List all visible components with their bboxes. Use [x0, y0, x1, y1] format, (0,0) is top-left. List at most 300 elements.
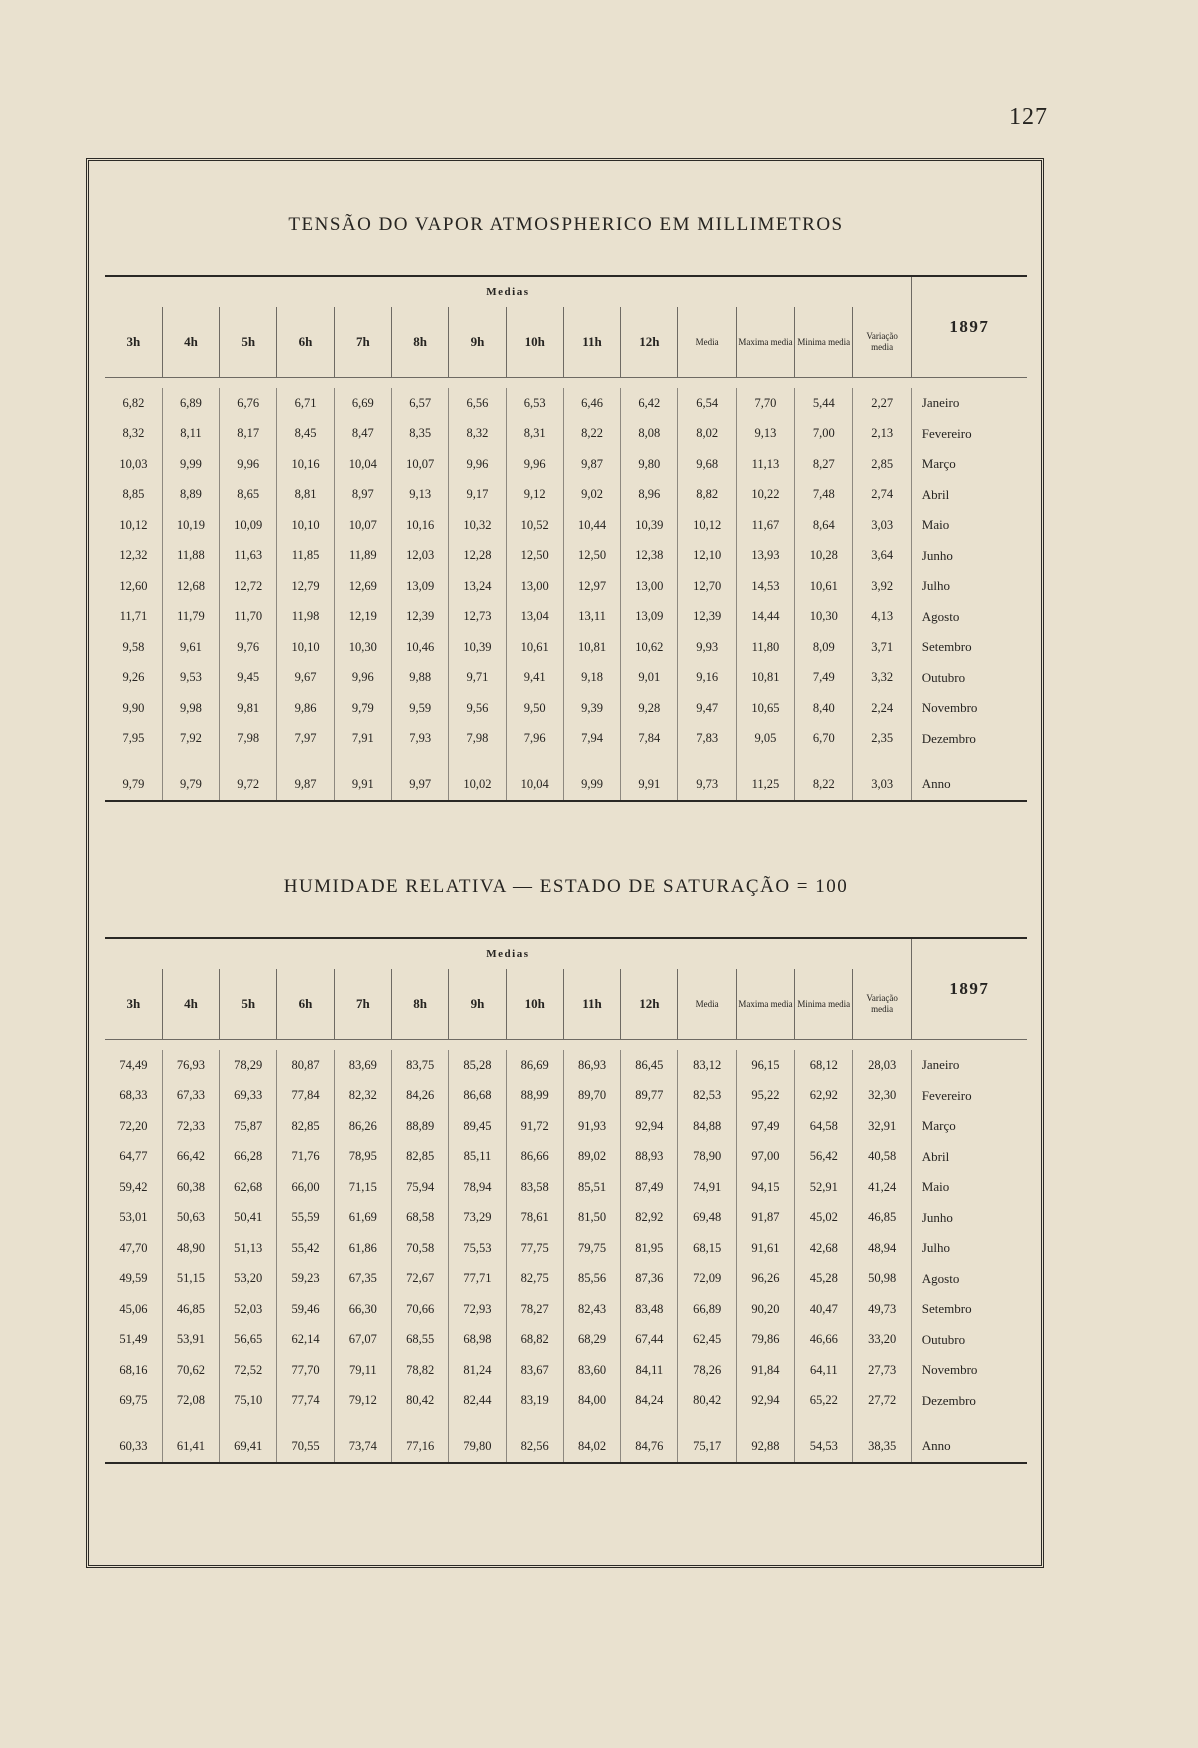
humidity-separator	[105, 1040, 1027, 1051]
vapor-value-cell: 9,53	[162, 663, 219, 694]
vapor-value-cell: 8,32	[122, 426, 145, 441]
vapor-col-header: Variação media	[853, 307, 911, 378]
humidity-value-cell: 56,42	[795, 1142, 853, 1173]
humidity-value-cell: 79,11	[334, 1355, 391, 1386]
vapor-separator	[105, 378, 1027, 389]
humidity-gap-cell	[334, 1416, 391, 1430]
humidity-value-cell: 72,52	[220, 1355, 277, 1386]
vapor-col-header: 8h	[391, 307, 448, 378]
humidity-value-cell: 88,89	[391, 1111, 448, 1142]
humidity-value-cell: 77,74	[277, 1386, 334, 1417]
vapor-value-cell: 10,81	[563, 632, 620, 663]
humidity-col-header: 6h	[277, 969, 334, 1040]
humidity-value-cell: 70,58	[391, 1233, 448, 1264]
vapor-value-cell: 8,45	[277, 419, 334, 450]
humidity-annual-value: 38,35	[853, 1430, 911, 1462]
vapor-value-cell: 9,59	[391, 693, 448, 724]
humidity-col-header: Minima media	[795, 969, 853, 1040]
humidity-gap-cell	[506, 1416, 563, 1430]
vapor-value-cell: 9,01	[621, 663, 678, 694]
vapor-table-row	[105, 663, 1027, 694]
humidity-value-cell: 85,28	[449, 1050, 506, 1081]
vapor-table-wrap	[105, 275, 1027, 802]
vapor-value-cell: 6,76	[220, 388, 277, 419]
humidity-value-cell: 84,26	[391, 1081, 448, 1112]
vapor-value-cell: 6,54	[678, 388, 736, 419]
vapor-value-cell: 12,97	[563, 571, 620, 602]
vapor-value-cell: 10,12	[119, 517, 148, 532]
humidity-value-cell: 97,49	[736, 1111, 794, 1142]
humidity-value-cell: 89,77	[621, 1081, 678, 1112]
vapor-value-cell: 7,84	[621, 724, 678, 755]
vapor-value-cell: 10,07	[334, 510, 391, 541]
vapor-gap-cell	[105, 754, 162, 768]
humidity-annual-value: 70,55	[277, 1430, 334, 1462]
vapor-annual-value: 9,99	[563, 768, 620, 800]
humidity-col-header: 8h	[391, 969, 448, 1040]
humidity-value-cell: 49,59	[119, 1271, 148, 1286]
humidity-value-cell: 81,50	[563, 1203, 620, 1234]
vapor-value-cell: 4,13	[853, 602, 911, 633]
vapor-value-cell: 12,28	[449, 541, 506, 572]
humidity-col-header: Maxima media	[736, 969, 794, 1040]
vapor-value-cell: 11,88	[162, 541, 219, 572]
humidity-value-cell: 62,92	[795, 1081, 853, 1112]
humidity-value-cell: 91,93	[563, 1111, 620, 1142]
humidity-medias-row	[105, 939, 1027, 969]
humidity-table-row	[105, 1355, 1027, 1386]
humidity-value-cell: 77,75	[506, 1233, 563, 1264]
vapor-col-header: Minima media	[795, 307, 853, 378]
humidity-value-cell: 80,87	[277, 1050, 334, 1081]
humidity-col-header: 3h	[126, 996, 141, 1011]
vapor-annual-value: 3,03	[853, 768, 911, 800]
humidity-value-cell: 66,28	[220, 1142, 277, 1173]
humidity-value-cell: 86,26	[334, 1111, 391, 1142]
vapor-gap-cell	[736, 754, 794, 768]
humidity-value-cell: 67,07	[334, 1325, 391, 1356]
vapor-value-cell: 7,98	[220, 724, 277, 755]
humidity-medias-label: Medias	[486, 948, 530, 960]
vapor-annual-value: 11,25	[736, 768, 794, 800]
humidity-value-cell: 87,36	[621, 1264, 678, 1295]
vapor-value-cell: 12,73	[449, 602, 506, 633]
humidity-value-cell: 70,62	[162, 1355, 219, 1386]
vapor-value-cell: 11,85	[277, 541, 334, 572]
vapor-value-cell: 6,42	[621, 388, 678, 419]
humidity-value-cell: 68,12	[795, 1050, 853, 1081]
humidity-value-cell: 74,91	[678, 1172, 736, 1203]
vapor-value-cell: 7,93	[391, 724, 448, 755]
humidity-table-row	[105, 1233, 1027, 1264]
humidity-value-cell: 61,86	[334, 1233, 391, 1264]
humidity-value-cell: 91,84	[736, 1355, 794, 1386]
vapor-value-cell: 13,09	[621, 602, 678, 633]
vapor-value-cell: 7,00	[795, 419, 853, 450]
vapor-value-cell: 12,70	[678, 571, 736, 602]
humidity-value-cell: 91,61	[736, 1233, 794, 1264]
humidity-value-cell: 74,49	[119, 1057, 148, 1072]
humidity-gap-cell	[220, 1416, 277, 1430]
vapor-value-cell: 11,89	[334, 541, 391, 572]
vapor-table-title: TENSÃO DO VAPOR ATMOSPHERICO EM MILLIMETROS	[288, 214, 844, 235]
vapor-month-label: Dezembro	[911, 724, 1027, 755]
humidity-table-body	[105, 939, 1027, 1462]
humidity-value-cell: 49,73	[853, 1294, 911, 1325]
vapor-value-cell: 10,16	[391, 510, 448, 541]
vapor-value-cell: 8,40	[795, 693, 853, 724]
humidity-value-cell: 73,29	[449, 1203, 506, 1234]
vapor-value-cell: 9,81	[220, 693, 277, 724]
humidity-value-cell: 68,82	[506, 1325, 563, 1356]
humidity-value-cell: 75,53	[449, 1233, 506, 1264]
vapor-value-cell: 9,90	[122, 700, 145, 715]
vapor-month-label: Setembro	[911, 632, 1027, 663]
humidity-value-cell: 72,33	[162, 1111, 219, 1142]
vapor-value-cell: 7,49	[795, 663, 853, 694]
vapor-col-header: 11h	[563, 307, 620, 378]
vapor-value-cell: 8,35	[391, 419, 448, 450]
humidity-value-cell: 72,20	[119, 1118, 148, 1133]
vapor-annual-value: 9,91	[621, 768, 678, 800]
humidity-value-cell: 80,42	[678, 1386, 736, 1417]
humidity-value-cell: 48,94	[853, 1233, 911, 1264]
vapor-value-cell: 9,58	[122, 639, 145, 654]
vapor-value-cell: 13,11	[563, 602, 620, 633]
humidity-col-header: 4h	[162, 969, 219, 1040]
humidity-value-cell: 78,95	[334, 1142, 391, 1173]
vapor-month-label: Junho	[911, 541, 1027, 572]
vapor-value-cell: 9,96	[449, 449, 506, 480]
vapor-gap-cell	[506, 754, 563, 768]
vapor-annual-value: 9,72	[220, 768, 277, 800]
vapor-month-label: Março	[911, 449, 1027, 480]
humidity-gap-cell	[391, 1416, 448, 1430]
humidity-gap-cell	[911, 1416, 1027, 1430]
vapor-value-cell: 10,65	[736, 693, 794, 724]
humidity-value-cell: 83,69	[334, 1050, 391, 1081]
humidity-value-cell: 55,42	[277, 1233, 334, 1264]
vapor-value-cell: 7,48	[795, 480, 853, 511]
vapor-value-cell: 10,30	[795, 602, 853, 633]
vapor-value-cell: 2,74	[853, 480, 911, 511]
humidity-value-cell: 84,88	[678, 1111, 736, 1142]
humidity-value-cell: 69,33	[220, 1081, 277, 1112]
vapor-value-cell: 7,70	[736, 388, 794, 419]
vapor-gap-cell	[853, 754, 911, 768]
humidity-value-cell: 66,30	[334, 1294, 391, 1325]
vapor-value-cell: 10,61	[506, 632, 563, 663]
vapor-value-cell: 9,98	[162, 693, 219, 724]
vapor-value-cell: 8,31	[506, 419, 563, 450]
humidity-value-cell: 77,70	[277, 1355, 334, 1386]
humidity-value-cell: 77,71	[449, 1264, 506, 1295]
vapor-value-cell: 5,44	[795, 388, 853, 419]
vapor-value-cell: 10,46	[391, 632, 448, 663]
vapor-value-cell: 10,22	[736, 480, 794, 511]
humidity-value-cell: 84,24	[621, 1386, 678, 1417]
humidity-value-cell: 86,93	[563, 1050, 620, 1081]
humidity-value-cell: 82,85	[277, 1111, 334, 1142]
humidity-value-cell: 95,22	[736, 1081, 794, 1112]
humidity-value-cell: 67,44	[621, 1325, 678, 1356]
vapor-value-cell: 13,09	[391, 571, 448, 602]
humidity-value-cell: 78,61	[506, 1203, 563, 1234]
vapor-value-cell: 11,71	[119, 609, 148, 624]
humidity-value-cell: 47,70	[119, 1240, 148, 1255]
vapor-value-cell: 6,69	[334, 388, 391, 419]
humidity-value-cell: 82,53	[678, 1081, 736, 1112]
vapor-value-cell: 12,72	[220, 571, 277, 602]
humidity-value-cell: 67,33	[162, 1081, 219, 1112]
humidity-table-row	[105, 1142, 1027, 1173]
humidity-month-label: Janeiro	[911, 1050, 1027, 1081]
humidity-value-cell: 40,58	[853, 1142, 911, 1173]
vapor-value-cell: 10,39	[621, 510, 678, 541]
humidity-value-cell: 62,14	[277, 1325, 334, 1356]
humidity-table-row	[105, 1294, 1027, 1325]
vapor-value-cell: 10,62	[621, 632, 678, 663]
vapor-value-cell: 10,19	[162, 510, 219, 541]
vapor-value-cell: 11,67	[736, 510, 794, 541]
vapor-value-cell: 10,52	[506, 510, 563, 541]
humidity-value-cell: 68,58	[391, 1203, 448, 1234]
vapor-gap-cell	[391, 754, 448, 768]
humidity-col-header: 12h	[621, 969, 678, 1040]
vapor-annual-value: 8,22	[795, 768, 853, 800]
vapor-value-cell: 10,10	[277, 632, 334, 663]
humidity-annual-label: Anno	[911, 1430, 1027, 1462]
vapor-table-row	[105, 388, 1027, 419]
vapor-gap-row	[105, 754, 1027, 768]
tables-frame	[86, 158, 1044, 1568]
humidity-value-cell: 67,35	[334, 1264, 391, 1295]
vapor-value-cell: 8,47	[334, 419, 391, 450]
vapor-value-cell: 11,80	[736, 632, 794, 663]
humidity-month-label: Dezembro	[911, 1386, 1027, 1417]
vapor-value-cell: 9,41	[506, 663, 563, 694]
humidity-value-cell: 88,93	[621, 1142, 678, 1173]
humidity-value-cell: 32,91	[853, 1111, 911, 1142]
humidity-value-cell: 92,94	[736, 1386, 794, 1417]
vapor-value-cell: 6,71	[277, 388, 334, 419]
vapor-value-cell: 8,02	[678, 419, 736, 450]
vapor-value-cell: 9,71	[449, 663, 506, 694]
humidity-table-row	[105, 1264, 1027, 1295]
humidity-value-cell: 87,49	[621, 1172, 678, 1203]
vapor-col-header: 4h	[162, 307, 219, 378]
vapor-medias-row	[105, 277, 1027, 307]
humidity-annual-row	[105, 1430, 1027, 1462]
humidity-value-cell: 70,66	[391, 1294, 448, 1325]
vapor-col-header: 9h	[449, 307, 506, 378]
vapor-gap-cell	[449, 754, 506, 768]
vapor-value-cell: 9,13	[391, 480, 448, 511]
vapor-value-cell: 10,32	[449, 510, 506, 541]
humidity-value-cell: 27,72	[853, 1386, 911, 1417]
humidity-value-cell: 59,23	[277, 1264, 334, 1295]
vapor-table-row	[105, 693, 1027, 724]
vapor-value-cell: 2,85	[853, 449, 911, 480]
vapor-value-cell: 9,05	[736, 724, 794, 755]
humidity-col-header: 5h	[220, 969, 277, 1040]
vapor-value-cell: 12,39	[391, 602, 448, 633]
humidity-value-cell: 53,20	[220, 1264, 277, 1295]
humidity-value-cell: 51,15	[162, 1264, 219, 1295]
humidity-value-cell: 97,00	[736, 1142, 794, 1173]
humidity-value-cell: 68,98	[449, 1325, 506, 1356]
humidity-value-cell: 94,15	[736, 1172, 794, 1203]
humidity-value-cell: 81,95	[621, 1233, 678, 1264]
vapor-annual-value: 10,02	[449, 768, 506, 800]
humidity-value-cell: 77,84	[277, 1081, 334, 1112]
vapor-value-cell: 3,03	[853, 510, 911, 541]
vapor-value-cell: 14,44	[736, 602, 794, 633]
vapor-table-row	[105, 419, 1027, 450]
humidity-value-cell: 82,75	[506, 1264, 563, 1295]
vapor-value-cell: 7,97	[277, 724, 334, 755]
vapor-value-cell: 8,27	[795, 449, 853, 480]
vapor-value-cell: 13,00	[621, 571, 678, 602]
vapor-value-cell: 7,96	[506, 724, 563, 755]
humidity-gap-cell	[563, 1416, 620, 1430]
humidity-month-label: Abril	[911, 1142, 1027, 1173]
vapor-value-cell: 8,85	[122, 487, 145, 502]
vapor-value-cell: 11,70	[220, 602, 277, 633]
humidity-value-cell: 51,13	[220, 1233, 277, 1264]
vapor-value-cell: 6,56	[449, 388, 506, 419]
humidity-year: 1897	[911, 939, 1027, 1040]
humidity-value-cell: 86,68	[449, 1081, 506, 1112]
vapor-value-cell: 12,69	[334, 571, 391, 602]
vapor-value-cell: 8,09	[795, 632, 853, 663]
humidity-value-cell: 66,00	[277, 1172, 334, 1203]
vapor-month-label: Janeiro	[911, 388, 1027, 419]
humidity-value-cell: 79,12	[334, 1386, 391, 1417]
humidity-value-cell: 82,32	[334, 1081, 391, 1112]
vapor-value-cell: 9,80	[621, 449, 678, 480]
humidity-value-cell: 66,42	[162, 1142, 219, 1173]
humidity-value-cell: 46,66	[795, 1325, 853, 1356]
vapor-value-cell: 12,32	[119, 548, 148, 563]
humidity-value-cell: 96,15	[736, 1050, 794, 1081]
humidity-value-cell: 68,16	[119, 1362, 148, 1377]
vapor-value-cell: 8,96	[621, 480, 678, 511]
humidity-value-cell: 52,91	[795, 1172, 853, 1203]
vapor-value-cell: 9,13	[736, 419, 794, 450]
humidity-value-cell: 45,28	[795, 1264, 853, 1295]
humidity-col-header: Media	[678, 969, 736, 1040]
humidity-value-cell: 86,66	[506, 1142, 563, 1173]
humidity-value-cell: 46,85	[853, 1203, 911, 1234]
vapor-value-cell: 10,61	[795, 571, 853, 602]
vapor-value-cell: 12,50	[506, 541, 563, 572]
humidity-value-cell: 75,94	[391, 1172, 448, 1203]
humidity-value-cell: 68,29	[563, 1325, 620, 1356]
humidity-value-cell: 71,76	[277, 1142, 334, 1173]
humidity-value-cell: 82,92	[621, 1203, 678, 1234]
vapor-value-cell: 12,79	[277, 571, 334, 602]
vapor-value-cell: 7,91	[334, 724, 391, 755]
vapor-value-cell: 9,16	[678, 663, 736, 694]
humidity-month-label: Outubro	[911, 1325, 1027, 1356]
vapor-value-cell: 14,53	[736, 571, 794, 602]
humidity-value-cell: 82,44	[449, 1386, 506, 1417]
vapor-gap-cell	[795, 754, 853, 768]
vapor-annual-value: 9,87	[277, 768, 334, 800]
humidity-annual-value: 82,56	[506, 1430, 563, 1462]
vapor-value-cell: 10,07	[391, 449, 448, 480]
humidity-value-cell: 41,24	[853, 1172, 911, 1203]
vapor-value-cell: 9,93	[678, 632, 736, 663]
vapor-value-cell: 9,88	[391, 663, 448, 694]
vapor-value-cell: 10,10	[277, 510, 334, 541]
vapor-table-row	[105, 449, 1027, 480]
vapor-value-cell: 9,47	[678, 693, 736, 724]
vapor-value-cell: 9,96	[220, 449, 277, 480]
humidity-value-cell: 91,72	[506, 1111, 563, 1142]
humidity-value-cell: 83,60	[563, 1355, 620, 1386]
vapor-value-cell: 6,82	[122, 395, 145, 410]
humidity-value-cell: 78,29	[220, 1050, 277, 1081]
humidity-value-cell: 86,69	[506, 1050, 563, 1081]
humidity-value-cell: 45,06	[119, 1301, 148, 1316]
vapor-col-header: 6h	[277, 307, 334, 378]
humidity-value-cell: 66,89	[678, 1294, 736, 1325]
vapor-month-label: Abril	[911, 480, 1027, 511]
humidity-value-cell: 60,38	[162, 1172, 219, 1203]
humidity-value-cell: 72,08	[162, 1386, 219, 1417]
humidity-value-cell: 71,15	[334, 1172, 391, 1203]
vapor-value-cell: 3,71	[853, 632, 911, 663]
humidity-value-cell: 53,91	[162, 1325, 219, 1356]
vapor-value-cell: 7,95	[122, 731, 145, 746]
humidity-value-cell: 89,45	[449, 1111, 506, 1142]
vapor-value-cell: 9,87	[563, 449, 620, 480]
vapor-gap-cell	[911, 754, 1027, 768]
vapor-value-cell: 2,13	[853, 419, 911, 450]
humidity-value-cell: 32,30	[853, 1081, 911, 1112]
humidity-value-cell: 89,70	[563, 1081, 620, 1112]
humidity-annual-value: 92,88	[736, 1430, 794, 1462]
vapor-annual-value: 9,79	[122, 776, 145, 791]
vapor-value-cell: 10,16	[277, 449, 334, 480]
humidity-month-label: Agosto	[911, 1264, 1027, 1295]
vapor-month-label: Maio	[911, 510, 1027, 541]
humidity-value-cell: 50,63	[162, 1203, 219, 1234]
vapor-value-cell: 9,86	[277, 693, 334, 724]
humidity-value-cell: 61,69	[334, 1203, 391, 1234]
vapor-table-body	[105, 277, 1027, 800]
vapor-value-cell: 10,12	[678, 510, 736, 541]
vapor-value-cell: 8,82	[678, 480, 736, 511]
humidity-value-cell: 84,11	[621, 1355, 678, 1386]
humidity-annual-value: 79,80	[449, 1430, 506, 1462]
vapor-value-cell: 9,76	[220, 632, 277, 663]
vapor-month-label: Outubro	[911, 663, 1027, 694]
humidity-value-cell: 83,58	[506, 1172, 563, 1203]
vapor-value-cell: 9,68	[678, 449, 736, 480]
humidity-month-label: Setembro	[911, 1294, 1027, 1325]
humidity-value-cell: 79,86	[736, 1325, 794, 1356]
vapor-value-cell: 7,83	[678, 724, 736, 755]
vapor-annual-value: 9,97	[391, 768, 448, 800]
humidity-value-cell: 75,10	[220, 1386, 277, 1417]
humidity-value-cell: 83,67	[506, 1355, 563, 1386]
humidity-table-row	[105, 1081, 1027, 1112]
vapor-col-header: Maxima media	[736, 307, 794, 378]
humidity-value-cell: 64,77	[119, 1149, 148, 1164]
